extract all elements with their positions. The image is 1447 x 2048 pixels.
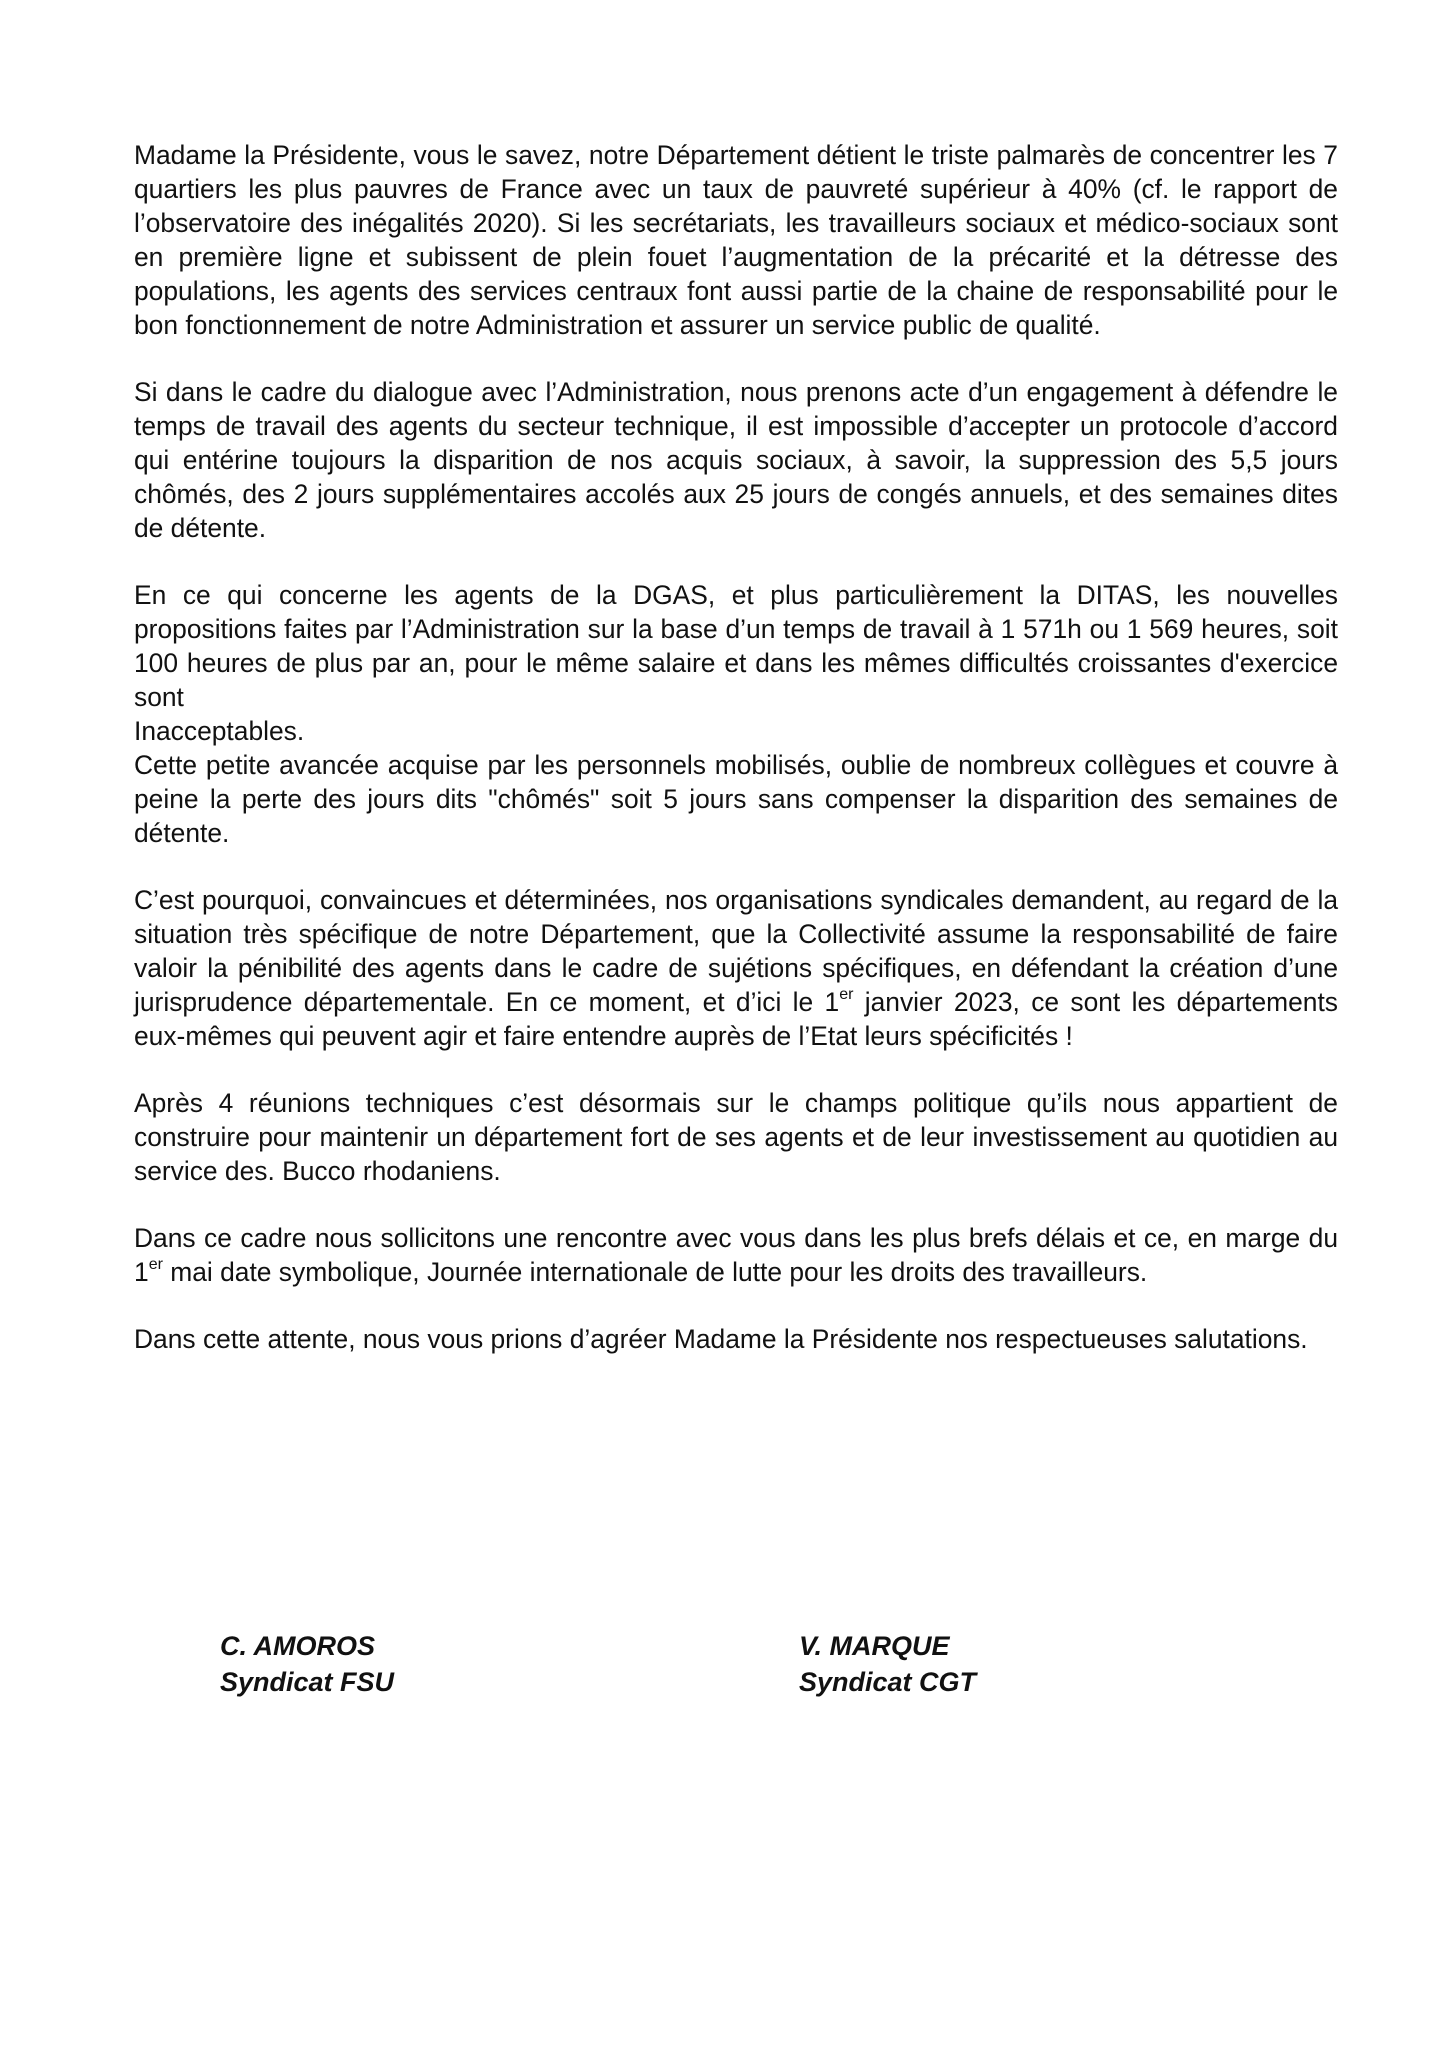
paragraph-6 — [134, 1221, 1338, 1289]
paragraph-4 — [134, 883, 1338, 1053]
paragraph-4-part-b: janvier 2023, ce sont les départements eux-mêmes qui peuvent agir et faire entendre auprès de l’Etat leurs spécificités ! — [134, 987, 1339, 1051]
paragraph-6-part-b: mai date symbolique, Journée internationale de lutte pour les droits des travailleurs. — [162, 1257, 1148, 1287]
signatory-name: V. MARQUE — [799, 1631, 950, 1661]
paragraph-1: Madame la Présidente, vous le savez, notre Département détient le triste palmarès de concentrer les 7 quartiers les plus pauvres de France avec un taux de pauvreté supérieur à 40% (cf. le rapport de l’observatoire des inégalités 2020). Si les secrétariats, les travailleurs sociaux et médico-sociaux sont en première ligne et subissent de plein fouet l’augmentation de la précarité et la détresse des populations, les agents des services centraux font aussi partie de la chaine de responsabilité pour le bon fonctionnement de notre Administration et assurer un service public de qualité. — [134, 140, 1338, 340]
paragraph-7: Dans cette attente, nous vous prions d’agréer Madame la Présidente nos respectueuses salutations. — [134, 1324, 1308, 1354]
paragraph-2: Si dans le cadre du dialogue avec l’Administration, nous prenons acte d’un engagement à défendre le temps de travail des agents du secteur technique, il est impossible d’accepter un protocole d’accord qui entérine toujours la disparition de nos acquis sociaux, à savoir, la suppression des 5,5 jours chômés, des 2 jours supplémentaires accolés aux 25 jours de congés annuels, et des semaines dites de détente. — [134, 377, 1338, 543]
signature-block-left — [220, 1628, 394, 1700]
signature-block-right — [799, 1628, 976, 1700]
signatory-name: C. AMOROS — [220, 1631, 375, 1661]
paragraph-3-part-b: Inacceptables. — [134, 716, 305, 746]
paragraph-5: Après 4 réunions techniques c’est désormais sur le champs politique qu’ils nous appartient de construire pour maintenir un département fort de ses agents et de leur investissement au quotidien au service des. Bucco rhodaniens. — [134, 1088, 1338, 1186]
superscript-er: er — [148, 1256, 163, 1273]
letter-body — [134, 138, 1338, 1389]
superscript-er: er — [839, 986, 854, 1003]
paragraph-6-part-a: Dans ce cadre nous sollicitons une rencontre avec vous dans les plus brefs délais et ce, en marge du 1 — [134, 1223, 1338, 1287]
signatory-organization: Syndicat CGT — [799, 1667, 977, 1697]
signatory-organization: Syndicat FSU — [220, 1667, 395, 1697]
paragraph-3-part-a: En ce qui concerne les agents de la DGAS, et plus particulièrement la DITAS, les nouvelles propositions faites par l’Administration sur la base d’un temps de travail à 1 571h ou 1 569 heures, soit 100 heures de plus par an, pour le même salaire et dans les mêmes difficultés croissantes d'exercice sont — [134, 580, 1338, 712]
paragraph-3-part-c: Cette petite avancée acquise par les personnels mobilisés, oublie de nombreux collègues et couvre à peine la perte des jours dits "chômés" soit 5 jours sans compenser la disparition des semaines de détente. — [134, 750, 1338, 848]
paragraph-3 — [134, 578, 1338, 850]
paragraph-4-part-a: C’est pourquoi, convaincues et déterminées, nos organisations syndicales demandent, au regard de la situation très spécifique de notre Département, que la Collectivité assume la responsabilité de faire valoir la pénibilité des agents dans le cadre de sujétions spécifiques, en défendant la création d’une jurisprudence départementale. En ce moment, et d’ici le 1 — [134, 885, 1338, 1017]
